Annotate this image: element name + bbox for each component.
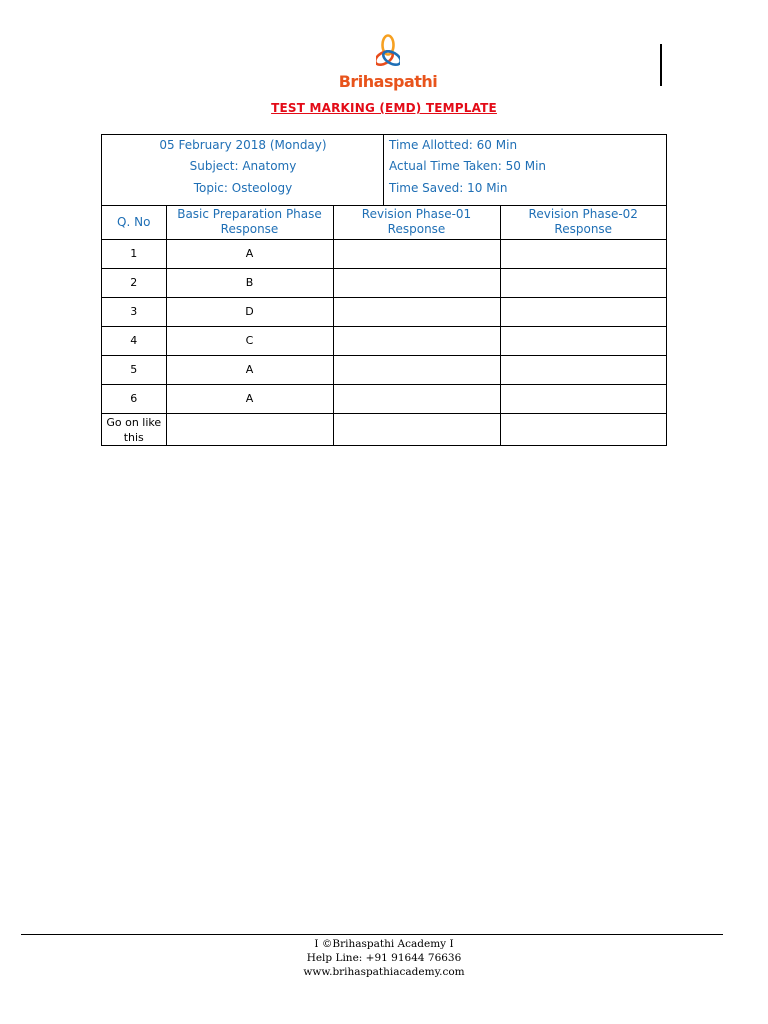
table-row	[102, 297, 666, 326]
document-title: TEST MARKING (EMD) TEMPLATE	[271, 101, 497, 115]
question-number: 1	[102, 239, 166, 268]
basic-response-cell[interactable]	[166, 413, 333, 446]
header-row	[102, 206, 666, 239]
revision-01-cell[interactable]	[333, 239, 500, 268]
basic-response-cell[interactable]: A	[166, 355, 333, 384]
revision-02-cell[interactable]	[500, 326, 666, 355]
basic-response-cell[interactable]: D	[166, 297, 333, 326]
column-header-qno: Q. No	[102, 206, 166, 239]
footer-helpline: Help Line: +91 91644 76636	[306, 952, 462, 964]
basic-response-cell[interactable]: C	[166, 326, 333, 355]
revision-02-cell[interactable]	[500, 413, 666, 446]
marking-table	[101, 134, 667, 446]
column-header-revision-02: Revision Phase-02 Response	[500, 206, 666, 239]
time-info-panel	[384, 135, 666, 206]
question-number: 4	[102, 326, 166, 355]
revision-01-cell[interactable]	[333, 384, 500, 413]
time-saved: Time Saved: 10 Min	[389, 181, 508, 195]
question-number: 6	[102, 384, 166, 413]
table-row-continuation	[102, 413, 666, 446]
footer-website: www.brihaspathiacademy.com	[303, 966, 465, 978]
revision-02-cell[interactable]	[500, 239, 666, 268]
text-cursor-mark	[660, 44, 662, 86]
revision-01-cell[interactable]	[333, 297, 500, 326]
table-row	[102, 268, 666, 297]
table-row	[102, 326, 666, 355]
test-topic: Topic: Osteology	[193, 181, 293, 195]
revision-01-cell[interactable]	[333, 355, 500, 384]
revision-02-cell[interactable]	[500, 355, 666, 384]
footer-divider	[21, 934, 723, 935]
trefoil-logo-icon	[376, 34, 400, 72]
basic-response-cell[interactable]: A	[166, 384, 333, 413]
footer-copyright: I ©Brihaspathi Academy I	[314, 938, 454, 950]
revision-02-cell[interactable]	[500, 384, 666, 413]
revision-02-cell[interactable]	[500, 268, 666, 297]
revision-01-cell[interactable]	[333, 413, 500, 446]
time-allotted: Time Allotted: 60 Min	[389, 138, 518, 152]
response-grid	[102, 206, 666, 446]
table-row	[102, 355, 666, 384]
column-header-basic-preparation: Basic Preparation Phase Response	[166, 206, 333, 239]
table-row	[102, 239, 666, 268]
question-number: 3	[102, 297, 166, 326]
revision-01-cell[interactable]	[333, 326, 500, 355]
table-row	[102, 384, 666, 413]
brand-name: Brihaspathi	[338, 72, 438, 91]
question-number: 5	[102, 355, 166, 384]
actual-time-taken: Actual Time Taken: 50 Min	[389, 159, 547, 173]
question-number: 2	[102, 268, 166, 297]
basic-response-cell[interactable]: A	[166, 239, 333, 268]
test-date: 05 February 2018 (Monday)	[159, 138, 327, 152]
revision-01-cell[interactable]	[333, 268, 500, 297]
revision-02-cell[interactable]	[500, 297, 666, 326]
go-on-label: Go on like this	[102, 413, 166, 446]
basic-response-cell[interactable]: B	[166, 268, 333, 297]
test-subject: Subject: Anatomy	[189, 159, 297, 173]
column-header-revision-01: Revision Phase-01 Response	[333, 206, 500, 239]
brand-logo	[338, 34, 438, 96]
test-info-panel	[102, 135, 384, 206]
